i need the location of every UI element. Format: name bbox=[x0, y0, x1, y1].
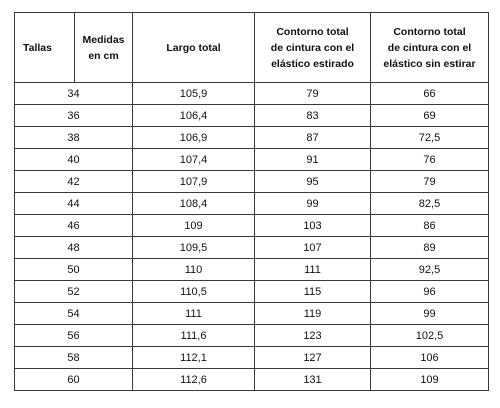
cell-sin-estirar: 69 bbox=[371, 105, 489, 127]
cell-sin-estirar: 72,5 bbox=[371, 127, 489, 149]
table-row bbox=[15, 281, 489, 303]
cell-largo: 111,6 bbox=[133, 325, 255, 347]
cell-largo: 110,5 bbox=[133, 281, 255, 303]
cell-largo: 110 bbox=[133, 259, 255, 281]
cell-estirado: 91 bbox=[255, 149, 371, 171]
cell-talla: 48 bbox=[15, 237, 133, 259]
cell-talla: 36 bbox=[15, 105, 133, 127]
cell-talla: 54 bbox=[15, 303, 133, 325]
header-sin-estirar-line: Contorno total bbox=[393, 25, 466, 38]
cell-talla: 52 bbox=[15, 281, 133, 303]
header-medidas-line: Medidas bbox=[82, 33, 125, 46]
header-largo-text: Largo total bbox=[166, 41, 221, 54]
cell-largo: 111 bbox=[133, 303, 255, 325]
header-estirado-line: Contorno total bbox=[276, 25, 349, 38]
header-estirado-line: de cintura con el bbox=[270, 41, 355, 54]
cell-estirado: 131 bbox=[255, 369, 371, 391]
table-row bbox=[15, 83, 489, 105]
header-tallas-text: Tallas bbox=[23, 41, 52, 54]
cell-estirado: 107 bbox=[255, 237, 371, 259]
cell-largo: 106,9 bbox=[133, 127, 255, 149]
cell-talla: 38 bbox=[15, 127, 133, 149]
cell-largo: 105,9 bbox=[133, 83, 255, 105]
cell-estirado: 127 bbox=[255, 347, 371, 369]
table-row bbox=[15, 215, 489, 237]
cell-estirado: 115 bbox=[255, 281, 371, 303]
header-sin-estirar-line: de cintura con el bbox=[387, 41, 472, 54]
size-chart bbox=[14, 12, 488, 391]
header-row bbox=[15, 13, 489, 83]
table-row bbox=[15, 127, 489, 149]
header-medidas bbox=[75, 13, 133, 83]
cell-estirado: 119 bbox=[255, 303, 371, 325]
cell-largo: 109 bbox=[133, 215, 255, 237]
table-row bbox=[15, 325, 489, 347]
cell-talla: 50 bbox=[15, 259, 133, 281]
table-row bbox=[15, 149, 489, 171]
table-row bbox=[15, 303, 489, 325]
cell-largo: 107,9 bbox=[133, 171, 255, 193]
table-row bbox=[15, 259, 489, 281]
cell-sin-estirar: 109 bbox=[371, 369, 489, 391]
cell-estirado: 87 bbox=[255, 127, 371, 149]
cell-talla: 56 bbox=[15, 325, 133, 347]
cell-talla: 42 bbox=[15, 171, 133, 193]
cell-estirado: 123 bbox=[255, 325, 371, 347]
table-row bbox=[15, 171, 489, 193]
cell-sin-estirar: 102,5 bbox=[371, 325, 489, 347]
header-sin-estirar-line: elástico sin estirar bbox=[383, 57, 476, 70]
table-row bbox=[15, 237, 489, 259]
table-row bbox=[15, 347, 489, 369]
cell-sin-estirar: 66 bbox=[371, 83, 489, 105]
cell-talla: 58 bbox=[15, 347, 133, 369]
cell-sin-estirar: 99 bbox=[371, 303, 489, 325]
cell-talla: 40 bbox=[15, 149, 133, 171]
cell-estirado: 99 bbox=[255, 193, 371, 215]
cell-sin-estirar: 76 bbox=[371, 149, 489, 171]
cell-talla: 34 bbox=[15, 83, 133, 105]
table-row bbox=[15, 193, 489, 215]
table-row bbox=[15, 105, 489, 127]
cell-sin-estirar: 89 bbox=[371, 237, 489, 259]
cell-estirado: 111 bbox=[255, 259, 371, 281]
cell-talla: 60 bbox=[15, 369, 133, 391]
cell-largo: 108,4 bbox=[133, 193, 255, 215]
cell-sin-estirar: 92,5 bbox=[371, 259, 489, 281]
header-contorno-sin-estirar bbox=[371, 13, 489, 83]
cell-largo: 107,4 bbox=[133, 149, 255, 171]
size-table bbox=[14, 12, 489, 391]
cell-talla: 44 bbox=[15, 193, 133, 215]
cell-talla: 46 bbox=[15, 215, 133, 237]
header-contorno-estirado bbox=[255, 13, 371, 83]
cell-sin-estirar: 86 bbox=[371, 215, 489, 237]
cell-estirado: 103 bbox=[255, 215, 371, 237]
cell-estirado: 83 bbox=[255, 105, 371, 127]
header-estirado-line: elástico estirado bbox=[271, 57, 354, 70]
header-largo-total bbox=[133, 13, 255, 83]
table-body bbox=[15, 83, 489, 391]
cell-largo: 112,6 bbox=[133, 369, 255, 391]
cell-sin-estirar: 96 bbox=[371, 281, 489, 303]
cell-sin-estirar: 106 bbox=[371, 347, 489, 369]
cell-largo: 109,5 bbox=[133, 237, 255, 259]
cell-largo: 106,4 bbox=[133, 105, 255, 127]
cell-estirado: 95 bbox=[255, 171, 371, 193]
cell-sin-estirar: 79 bbox=[371, 171, 489, 193]
header-tallas bbox=[15, 13, 75, 83]
header-medidas-line: en cm bbox=[88, 49, 119, 62]
cell-estirado: 79 bbox=[255, 83, 371, 105]
cell-sin-estirar: 82,5 bbox=[371, 193, 489, 215]
cell-largo: 112,1 bbox=[133, 347, 255, 369]
table-row bbox=[15, 369, 489, 391]
